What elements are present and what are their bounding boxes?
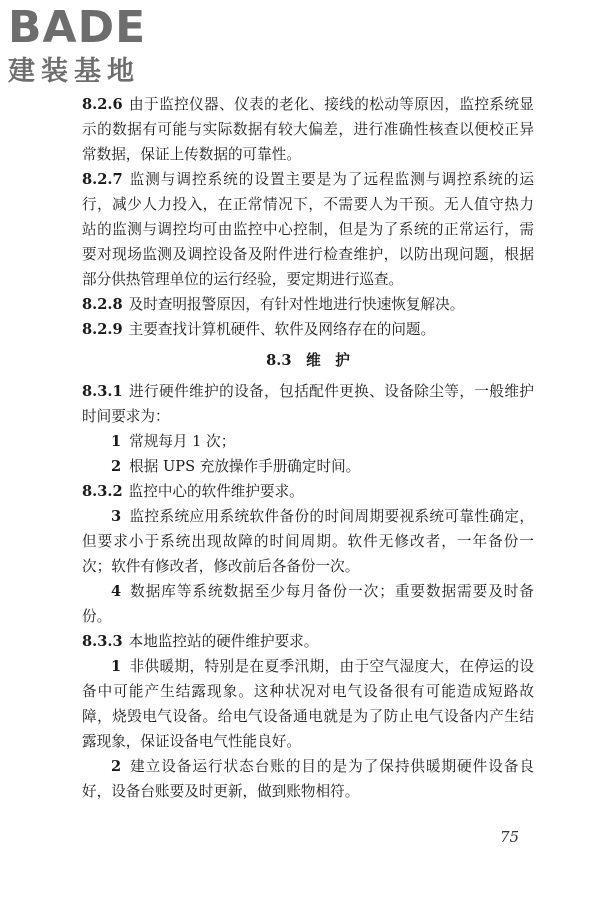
sub-item xyxy=(82,579,534,629)
clause-text: 监控中心的软件维护要求。 xyxy=(128,483,304,500)
clause-text: 及时查明报警原因，有针对性地进行快速恢复解决。 xyxy=(128,296,465,313)
sub-item xyxy=(82,429,534,454)
clause-text: 由于监控仪器、仪表的老化、接线的松动等原因，监控系统显示的数据有可能与实际数据有较大偏差，进行准确性核查以便校正异常数据，保证上传数据的可靠性。 xyxy=(82,96,534,163)
sub-item-text: 数据库等系统数据至少每月备份一次；重要数据需要及时备份。 xyxy=(82,583,534,625)
clause-text: 本地监控站的硬件维护要求。 xyxy=(128,633,319,650)
clause-8-2-9 xyxy=(82,317,534,342)
clause-number: 8.3.2 xyxy=(82,483,123,500)
sub-item-number: 1 xyxy=(111,658,122,675)
clause-number: 8.3.3 xyxy=(82,633,123,650)
clause-number: 8.2.7 xyxy=(82,171,123,188)
section-title: 维 护 xyxy=(306,352,350,369)
clause-text: 监测与调控系统的设置主要是为了远程监测与调控系统的运行，减少人力投入，在正常情况下，不需要人为干预。无人值守热力站的监测与调控均可由监控中心控制，但是为了系统的正常运行，需要对现场监测及调控设备及附件进行检查维护，以防出现问题，根据部分供热管理单位的运行经验，要定期进行巡查。 xyxy=(82,171,534,288)
sub-item-text: 常规每月 1 次； xyxy=(129,433,236,450)
document-body xyxy=(82,92,534,804)
sub-item-number: 4 xyxy=(111,583,122,600)
sub-item-number: 3 xyxy=(111,508,122,525)
logo-brand: BADE xyxy=(8,2,147,53)
page-number: 75 xyxy=(500,828,520,846)
clause-8-3-3 xyxy=(82,629,534,654)
brand-logo xyxy=(8,4,178,88)
clause-text: 进行硬件维护的设备，包括配件更换、设备除尘等，一般维护时间要求为： xyxy=(82,383,534,425)
clause-8-2-8 xyxy=(82,292,534,317)
sub-item-text: 监控系统应用系统软件备份的时间周期要视系统可靠性确定，但要求小于系统出现故障的时间周期。软件无修改者，一年备份一次；软件有修改者，修改前后各备份一次。 xyxy=(82,508,534,575)
sub-item-number: 1 xyxy=(111,433,122,450)
section-number: 8.3 xyxy=(266,352,292,369)
clause-number: 8.2.6 xyxy=(82,96,123,113)
clause-8-3-2 xyxy=(82,479,534,504)
sub-item xyxy=(82,504,534,579)
clause-number: 8.2.9 xyxy=(82,321,123,338)
sub-item-text: 根据 UPS 充放操作手册确定时间。 xyxy=(129,458,361,475)
logo-subtitle: 建装基地 xyxy=(8,56,140,87)
sub-item xyxy=(82,754,534,804)
sub-item xyxy=(82,454,534,479)
clause-8-2-7 xyxy=(82,167,534,292)
clause-text: 主要查找计算机硬件、软件及网络存在的问题。 xyxy=(128,321,436,338)
clause-8-2-6 xyxy=(82,92,534,167)
section-heading xyxy=(82,348,534,373)
sub-item-number: 2 xyxy=(111,758,122,775)
clause-number: 8.3.1 xyxy=(82,383,123,400)
clause-number: 8.2.8 xyxy=(82,296,123,313)
sub-item-text: 非供暖期，特别是在夏季汛期，由于空气湿度大，在停运的设备中可能产生结露现象。这种状况对电气设备很有可能造成短路故障，烧毁电气设备。给电气设备通电就是为了防止电气设备内产生结露现象，保证设备电气性能良好。 xyxy=(82,658,534,750)
sub-item-number: 2 xyxy=(111,458,122,475)
sub-item xyxy=(82,654,534,754)
sub-item-text: 建立设备运行状态台账的目的是为了保持供暖期硬件设备良好，设备台账要及时更新，做到账物相符。 xyxy=(82,758,534,800)
clause-8-3-1 xyxy=(82,379,534,429)
